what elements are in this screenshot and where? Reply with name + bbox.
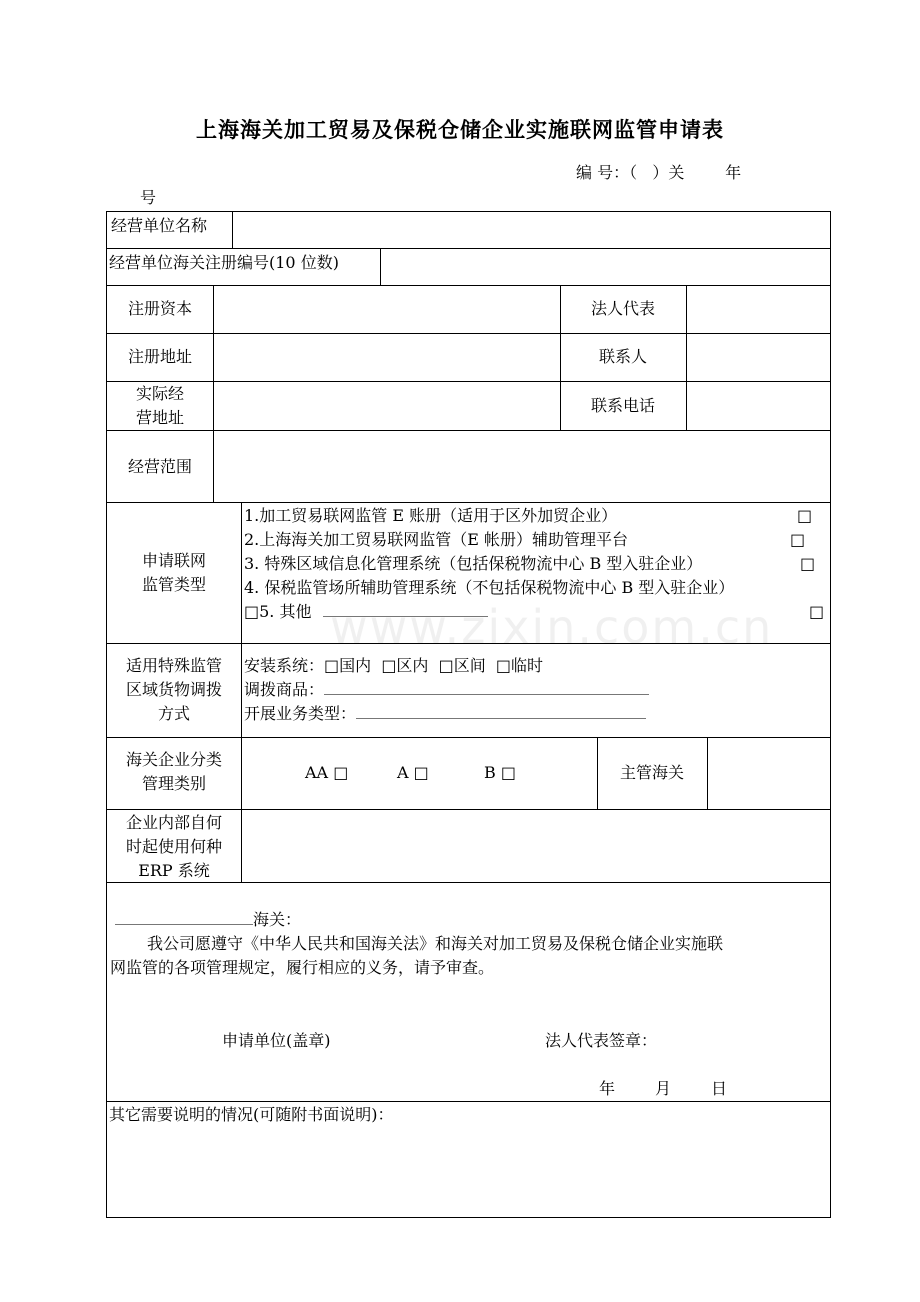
install-option-temporary[interactable]: □临时: [495, 656, 544, 675]
number-close-paren: ）: [652, 163, 669, 182]
label-special-area-3: 方式: [157, 704, 190, 723]
form-number-line: [576, 160, 741, 183]
label-contact: 联系人: [598, 347, 647, 366]
label-actual-address-1: 实际经: [135, 384, 184, 403]
label-reg-capital: 注册资本: [127, 299, 192, 318]
install-option-domestic[interactable]: □国内: [324, 656, 372, 675]
label-company-name: 经营单位名称: [111, 216, 208, 235]
apply-option-4: 4. 保税监管场所辅助管理系统（不包括保税物流中心 B 型入驻企业）: [244, 578, 735, 597]
business-type-field[interactable]: [356, 704, 646, 719]
label-customs-reg-no: 经营单位海关注册编号(10 位数): [109, 253, 339, 272]
number-hao: 号: [140, 188, 157, 207]
label-erp-1: 企业内部自何: [125, 813, 222, 832]
declaration-customs-line: [115, 909, 301, 931]
row-divider: [107, 248, 830, 249]
label-apply-type-2: 监管类型: [141, 575, 206, 594]
other-notes-field[interactable]: [111, 1130, 825, 1212]
label-apply-type-1: 申请联网: [141, 551, 206, 570]
class-option-a[interactable]: A □: [397, 763, 429, 782]
declaration-text-1: 我公司愿遵守《中华人民共和国海关法》和海关对加工贸易及保税仓储企业实施联: [147, 934, 724, 953]
col-divider: [380, 248, 381, 285]
company-name-field[interactable]: [235, 215, 825, 245]
label-erp-2: 时起使用何种: [125, 837, 222, 856]
business-scope-field[interactable]: [216, 433, 826, 499]
number-label: 编 号：: [576, 163, 630, 182]
install-system-label: 安装系统：: [244, 656, 325, 675]
label-other-notes: 其它需要说明的情况(可随附书面说明)：: [109, 1105, 394, 1124]
apply-option-5-label: □5. 其他: [244, 602, 312, 621]
transfer-goods-line: [244, 679, 649, 701]
legal-signature-label: 法人代表签章：: [545, 1031, 658, 1050]
label-actual-address-2: 营地址: [135, 408, 184, 427]
row-divider: [107, 333, 830, 334]
row-divider: [107, 502, 830, 503]
apply-option-3: 3. 特殊区域信息化管理系统（包括保税物流中心 B 型入驻企业）: [244, 554, 703, 573]
date-year: 年: [599, 1079, 616, 1098]
watermark: www.zixin.com.cn: [330, 600, 774, 654]
class-option-b[interactable]: B □: [484, 763, 516, 782]
number-guan: 关: [668, 163, 685, 182]
reg-capital-field[interactable]: [216, 288, 556, 330]
date-day: 日: [711, 1079, 728, 1098]
contact-field[interactable]: [689, 336, 825, 378]
row-divider: [107, 643, 830, 644]
apply-option-2: 2.上海海关加工贸易联网监管（E 帐册）辅助管理平台: [244, 530, 629, 549]
label-classification-2: 管理类别: [141, 774, 206, 793]
customs-reg-no-field[interactable]: [383, 252, 823, 282]
row-divider: [107, 737, 830, 738]
row-divider: [107, 430, 830, 431]
label-business-scope: 经营范围: [127, 457, 192, 476]
install-option-in-zone[interactable]: □区内: [381, 656, 429, 675]
number-open-paren: （: [629, 163, 638, 182]
phone-field[interactable]: [689, 384, 825, 427]
application-form-table: [106, 211, 831, 1218]
label-special-area-2: 区域货物调拨: [125, 680, 222, 699]
label-legal-rep: 法人代表: [590, 299, 655, 318]
row-divider: [107, 285, 830, 286]
erp-system-field[interactable]: [244, 812, 824, 878]
label-phone: 联系电话: [590, 396, 655, 415]
declaration-customs-field[interactable]: [115, 910, 253, 925]
row-divider: [107, 1101, 830, 1102]
declaration-customs-suffix: 海关：: [253, 910, 302, 929]
apply-option-5[interactable]: [244, 601, 488, 623]
apply-option-1-checkbox[interactable]: □: [797, 506, 813, 525]
supervising-customs-field[interactable]: [710, 740, 826, 806]
col-divider: [232, 212, 233, 248]
apply-option-2-checkbox[interactable]: □: [790, 530, 806, 549]
business-type-line: [244, 703, 646, 725]
install-option-inter-zone[interactable]: □区间: [438, 656, 486, 675]
apply-option-3-checkbox[interactable]: □: [800, 554, 816, 573]
row-divider: [107, 882, 830, 883]
label-erp-3: ERP 系统: [138, 861, 210, 880]
transfer-goods-label: 调拨商品：: [244, 680, 325, 699]
label-reg-address: 注册地址: [127, 347, 192, 366]
col-divider: [686, 285, 687, 430]
row-divider: [107, 809, 830, 810]
col-divider: [241, 502, 242, 882]
label-classification-1: 海关企业分类: [125, 750, 222, 769]
business-type-label: 开展业务类型：: [244, 704, 357, 723]
other-specify-line[interactable]: [323, 602, 488, 617]
reg-address-field[interactable]: [216, 336, 556, 378]
install-system-line: [244, 655, 543, 677]
form-title: 上海海关加工贸易及保税仓储企业实施联网监管申请表: [196, 118, 724, 142]
applicant-seal-label: 申请单位(盖章): [222, 1031, 331, 1050]
actual-address-field[interactable]: [216, 384, 556, 427]
row-divider: [107, 381, 830, 382]
label-supervising-customs: 主管海关: [619, 763, 684, 782]
apply-option-1: 1.加工贸易联网监管 E 账册（适用于区外加贸企业）: [244, 506, 618, 525]
date-month: 月: [655, 1079, 672, 1098]
declaration-text-2: 网监管的各项管理规定，履行相应的义务，请予审查。: [110, 958, 495, 977]
col-divider: [707, 737, 708, 809]
transfer-goods-field[interactable]: [324, 680, 649, 695]
class-option-aa[interactable]: AA □: [305, 763, 349, 782]
apply-option-5-checkbox[interactable]: □: [809, 602, 825, 621]
number-nian: 年: [725, 163, 742, 182]
legal-rep-field[interactable]: [689, 288, 825, 330]
col-divider: [213, 285, 214, 502]
label-special-area-1: 适用特殊监管: [125, 656, 222, 675]
